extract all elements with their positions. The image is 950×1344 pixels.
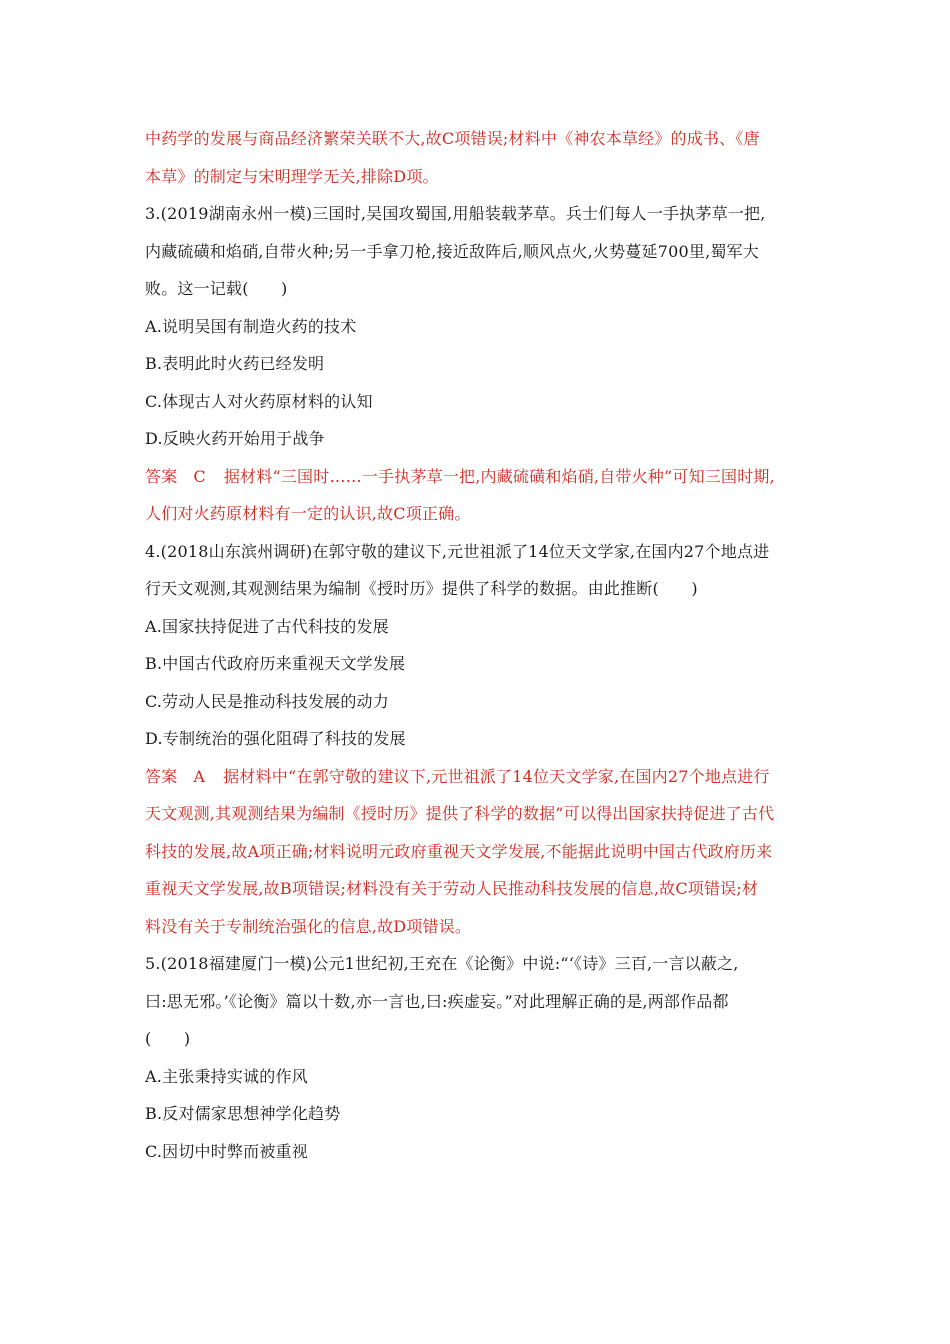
answer-line: 重视天文学发展,故B项错误;材料没有关于劳动人民推动科技发展的信息,故C项错误;材	[145, 879, 759, 898]
question-line: 4.(2018山东滨州调研)在郭守敬的建议下,元世祖派了14位天文学家,在国内27个地点进	[145, 541, 770, 561]
prev-answer-continuation	[145, 120, 810, 195]
page-content	[145, 120, 810, 1170]
option-line: A.说明吴国有制造火药的技术	[145, 316, 357, 336]
q5-options	[145, 1058, 810, 1171]
option-line: C.因切中时弊而被重视	[145, 1141, 308, 1161]
answer-text: 据材料“三国时……一手执茅草一把,内藏硫磺和焰硝,自带火种”可知三国时期,	[223, 466, 775, 486]
option-line: B.表明此时火药已经发明	[145, 354, 325, 373]
q3-options	[145, 308, 810, 458]
question-3	[145, 195, 810, 308]
question-line: 败。这一记载( )	[145, 279, 288, 298]
question-line: 5.(2018福建厦门一模)公元1世纪初,王充在《论衡》中说:“‘《诗》三百,一言以蔽之,	[145, 954, 739, 973]
answer-key: C	[193, 466, 206, 486]
option-line: D.专制统治的强化阻碍了科技的发展	[145, 729, 406, 748]
answer-line: 本草》的制定与宋明理学无关,排除D项。	[145, 166, 439, 186]
answer-line: 天文观测,其观测结果为编制《授时历》提供了科学的数据”可以得出国家扶持促进了古代	[145, 804, 775, 823]
option-line: C.体现古人对火药原材料的认知	[145, 391, 373, 411]
answer-label: 答案	[145, 466, 178, 486]
answer-label: 答案	[145, 766, 178, 786]
option-line: A.国家扶持促进了古代科技的发展	[145, 616, 389, 636]
answer-text: 据材料中“在郭守敬的建议下,元世祖派了14位天文学家,在国内27个地点进行	[223, 766, 770, 786]
q4-options	[145, 608, 810, 758]
question-line: ( )	[145, 1029, 191, 1048]
option-line: C.劳动人民是推动科技发展的动力	[145, 691, 389, 711]
question-line: 内藏硫磺和焰硝,自带火种;另一手拿刀枪,接近敌阵后,顺风点火,火势蔓延700里,蜀军大	[145, 241, 759, 261]
answer-line: 科技的发展,故A项正确;材料说明元政府重视天文学发展,不能据此说明中国古代政府历来	[145, 841, 773, 861]
question-4	[145, 533, 810, 608]
option-line: D.反映火药开始用于战争	[145, 429, 325, 448]
answer-4	[145, 758, 810, 946]
option-line: B.反对儒家思想神学化趋势	[145, 1104, 341, 1123]
answer-line: 料没有关于专制统治强化的信息,故D项错误。	[145, 916, 472, 936]
question-line: 曰:思无邪。’《论衡》篇以十数,亦一言也,曰:疾虚妄。”对此理解正确的是,两部作品都	[145, 991, 729, 1011]
question-5	[145, 945, 810, 1058]
question-line: 行天文观测,其观测结果为编制《授时历》提供了科学的数据。由此推断( )	[145, 579, 698, 598]
answer-line: 中药学的发展与商品经济繁荣关联不大,故C项错误;材料中《神农本草经》的成书、《唐	[145, 129, 760, 148]
option-line: B.中国古代政府历来重视天文学发展	[145, 654, 406, 673]
answer-line	[145, 458, 810, 496]
answer-line	[145, 758, 810, 796]
option-line: A.主张秉持实诚的作风	[145, 1066, 308, 1086]
answer-key: A	[193, 766, 206, 786]
question-line: 3.(2019湖南永州一模)三国时,吴国攻蜀国,用船装载茅草。兵士们每人一手执茅草一把,	[145, 204, 766, 223]
answer-3	[145, 458, 810, 533]
answer-line: 人们对火药原材料有一定的认识,故C项正确。	[145, 504, 471, 523]
